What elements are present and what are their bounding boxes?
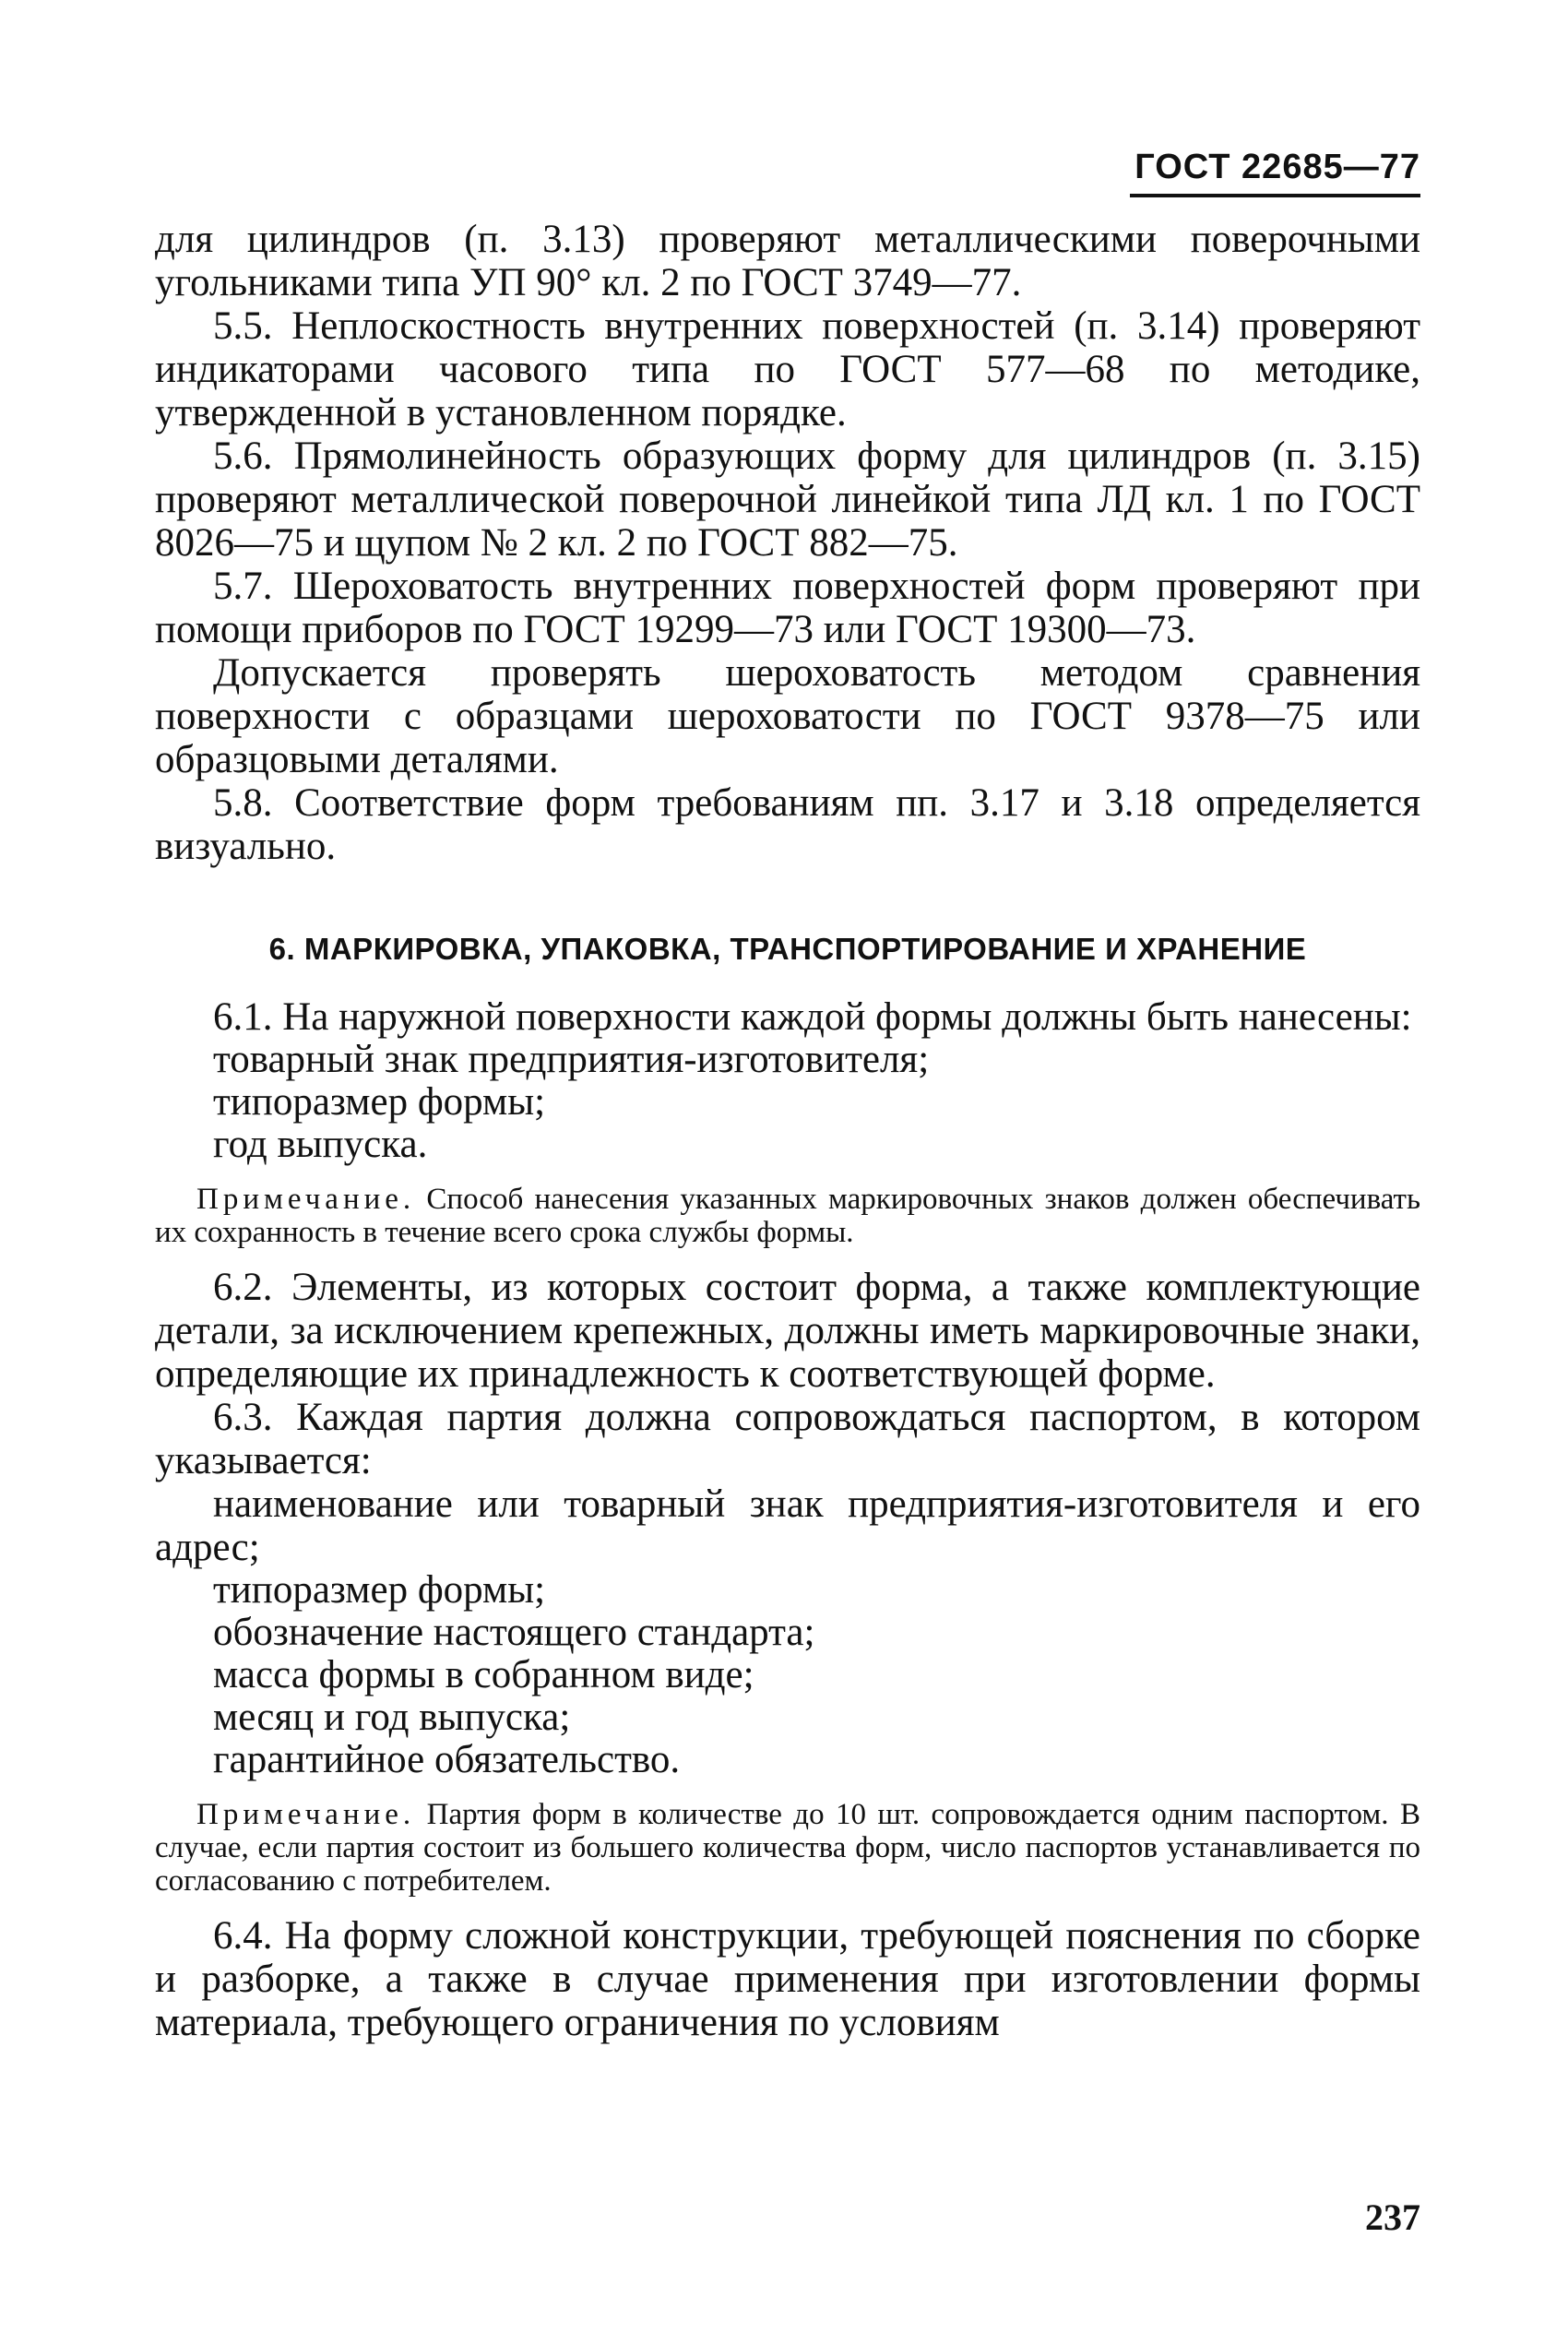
section-6-title: 6. МАРКИРОВКА, УПАКОВКА, ТРАНСПОРТИРОВАНИЕ И ХРАНЕНИЕ xyxy=(268,932,1307,966)
page-header-standard: ГОСТ 22685—77 xyxy=(1134,148,1420,186)
paragraph-5-7: 5.7. Шероховатость внутренних поверхностей форм проверяют при помощи приборов по ГОСТ 19299—73 или ГОСТ 19300—73. xyxy=(155,565,1420,651)
paragraph-5-5: 5.5. Неплоскостность внутренних поверхностей (п. 3.14) проверяют индикаторами часового типа по ГОСТ 577—68 по методике, утвержденной в установленном порядке. xyxy=(155,304,1420,434)
list-item: типоразмер формы; xyxy=(213,1568,546,1612)
page-body xyxy=(155,218,1420,2044)
note-label: Примечание. xyxy=(196,1798,416,1831)
paragraph-6-2: 6.2. Элементы, из которых состоит форма, а также комплектующие детали, за исключением крепежных, должны иметь маркировочные знаки, определяющие их принадлежность к соответствующей форме. xyxy=(155,1266,1420,1396)
paragraph-5-8: 5.8. Соответствие форм требованиям пп. 3.17 и 3.18 определяется визуально. xyxy=(155,781,1420,868)
paragraph-5-7-allowance: Допускается проверять шероховатость методом сравнения поверхности с образцами шероховатости по ГОСТ 9378—75 или образцовыми деталями. xyxy=(155,651,1420,781)
list-item: типоразмер формы; xyxy=(213,1080,546,1124)
paragraph-continuation: для цилиндров (п. 3.13) проверяют металлическими поверочными угольниками типа УП 90° кл. 2 по ГОСТ 3749—77. xyxy=(155,218,1420,304)
paragraph-6-3: 6.3. Каждая партия должна сопровождаться паспортом, в котором указывается: xyxy=(155,1396,1420,1482)
paragraph-6-4: 6.4. На форму сложной конструкции, требующей пояснения по сборке и разборке, а также в случае применения при изготовлении формы материала, требующего ограничения по условиям xyxy=(155,1914,1420,2044)
list-item: год выпуска. xyxy=(213,1123,428,1166)
paragraph-6-1: 6.1. На наружной поверхности каждой формы должны быть нанесены: xyxy=(213,995,1412,1039)
note-label: Примечание. xyxy=(196,1183,416,1216)
note-6-1 xyxy=(155,1183,1420,1249)
list-item: масса формы в собранном виде; xyxy=(213,1653,754,1696)
note-6-3 xyxy=(155,1798,1420,1898)
page-number: 237 xyxy=(1365,2196,1420,2238)
list-item: обозначение настоящего стандарта; xyxy=(213,1611,815,1654)
paragraph-6-3-first-item: наименование или товарный знак предприятия-изготовителя и его адрес; xyxy=(155,1482,1420,1569)
note-text: Способ нанесения указанных маркировочных знаков должен обеспечивать их сохранность в течение всего срока службы формы. xyxy=(155,1183,1420,1249)
header-rule xyxy=(1130,194,1420,197)
list-item: товарный знак предприятия-изготовителя; xyxy=(213,1038,930,1081)
list-item: месяц и год выпуска; xyxy=(213,1696,571,1739)
note-text: Партия форм в количестве до 10 шт. сопровождается одним паспортом. В случае, если партия состоит из большего количества форм, число паспортов устанавливается по согласованию с потребителем. xyxy=(155,1798,1420,1898)
paragraph-5-6: 5.6. Прямолинейность образующих форму для цилиндров (п. 3.15) проверяют металлической поверочной линейкой типа ЛД кл. 1 по ГОСТ 8026—75 и щупом № 2 кл. 2 по ГОСТ 882—75. xyxy=(155,434,1420,565)
list-item: гарантийное обязательство. xyxy=(213,1738,681,1781)
